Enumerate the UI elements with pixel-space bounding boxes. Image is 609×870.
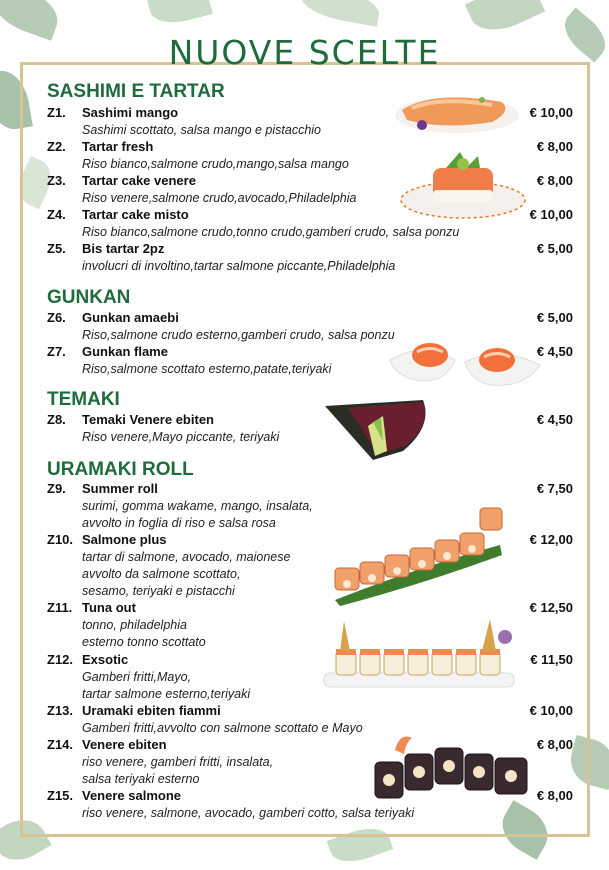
gunkan-photo — [385, 330, 545, 395]
item-description: Riso bianco,salmone crudo,mango,salsa mango — [82, 157, 349, 171]
item-description: salsa teriyaki esterno — [82, 772, 200, 786]
item-description: Sashimi scottato, salsa mango e pistacchio — [82, 123, 322, 137]
item-price: € 10,00 — [529, 207, 573, 222]
item-price: € 11,50 — [530, 652, 573, 667]
leaf-decoration — [298, 0, 382, 27]
item-price: € 4,50 — [536, 412, 573, 427]
item-description: Gamberi fritti,avvolto con salmone scottato e Mayo — [82, 721, 363, 735]
uramaki-salmone-photo — [330, 500, 505, 608]
item-price: € 8,00 — [536, 737, 573, 752]
item-description: Riso,salmone crudo esterno,gamberi crudo, salsa ponzu — [82, 328, 395, 342]
item-name: Tuna out — [82, 600, 136, 615]
item-price: € 8,00 — [536, 788, 573, 803]
item-description: tonno, philadelphia — [82, 618, 187, 632]
item-name: Salmone plus — [82, 532, 167, 547]
item-name: Tartar cake misto — [82, 207, 189, 222]
item-name: Venere ebiten — [82, 737, 167, 752]
item-price: € 4,50 — [536, 344, 573, 359]
item-description: esterno tonno scottato — [82, 635, 206, 649]
item-code: Z15. — [47, 788, 74, 803]
item-description: tartar di salmone, avocado, maionese — [82, 550, 291, 564]
item-code: Z8. — [47, 412, 66, 427]
item-code: Z1. — [47, 105, 66, 120]
item-name: Tartar fresh — [82, 139, 154, 154]
temaki-photo — [323, 396, 435, 462]
item-code: Z5. — [47, 241, 66, 256]
sashimi-mango-photo — [392, 80, 522, 138]
item-code: Z2. — [47, 139, 66, 154]
item-name: Exsotic — [82, 652, 129, 667]
leaf-decoration — [147, 0, 213, 29]
item-description: Riso bianco,salmone crudo,tonno crudo,gamberi crudo, salsa ponzu — [82, 225, 460, 239]
item-description: Gamberi fritti,Mayo, — [82, 670, 192, 684]
section-title-sashimi: SASHIMI E TARTAR — [47, 81, 225, 102]
item-name: Temaki Venere ebiten — [82, 412, 214, 427]
item-description: tartar salmone esterno,teriyaki — [82, 687, 251, 701]
item-description: surimi, gomma wakame, mango, insalata, — [82, 499, 313, 513]
item-code: Z13. — [47, 703, 74, 718]
item-description: sesamo, teriyaki e pistacchi — [82, 584, 235, 598]
item-price: € 7,50 — [536, 481, 573, 496]
tartar-cake-photo — [398, 150, 528, 222]
item-name: Tartar cake venere — [82, 173, 196, 188]
item-code: Z12. — [47, 652, 74, 667]
item-name: Uramaki ebiten fiammi — [82, 703, 221, 718]
item-name: Summer roll — [82, 481, 158, 496]
item-price: € 12,00 — [529, 532, 573, 547]
item-price: € 5,00 — [536, 310, 573, 325]
item-description: Riso venere,salmone crudo,avocado,Philadelphia — [82, 191, 357, 205]
item-description: riso venere, gamberi fritti, insalata, — [82, 755, 274, 769]
venere-ebiten-photo — [370, 730, 535, 805]
item-description: riso venere, salmone, avocado, gamberi cotto, salsa teriyaki — [82, 806, 415, 820]
item-code: Z11. — [47, 600, 73, 615]
item-price: € 8,00 — [536, 139, 573, 154]
item-price: € 10,00 — [529, 703, 573, 718]
item-price: € 12,50 — [529, 600, 573, 615]
item-description: Riso venere,Mayo piccante, teriyaki — [82, 430, 280, 444]
item-description: avvolto da salmone scottato, — [82, 567, 241, 581]
item-description: involucri di involtino,tartar salmone piccante,Philadelphia — [82, 259, 396, 273]
item-code: Z3. — [47, 173, 66, 188]
item-code: Z10. — [47, 532, 74, 547]
item-code: Z4. — [47, 207, 66, 222]
section-title-gunkan: GUNKAN — [47, 287, 131, 308]
item-price: € 8,00 — [536, 173, 573, 188]
item-code: Z7. — [47, 344, 66, 359]
uramaki-exotic-photo — [322, 615, 517, 695]
page-title: NUOVE SCELTE — [168, 33, 441, 72]
item-name: Sashimi mango — [82, 105, 179, 120]
item-code: Z14. — [47, 737, 74, 752]
item-code: Z9. — [47, 481, 66, 496]
item-name: Gunkan amaebi — [82, 310, 179, 325]
item-price: € 10,00 — [529, 105, 573, 120]
section-title-uramaki: URAMAKI ROLL — [47, 459, 194, 480]
item-price: € 5,00 — [536, 241, 573, 256]
item-description: avvolto in foglia di riso e salsa rosa — [82, 516, 276, 530]
item-description: Riso,salmone scottato esterno,patate,teriyaki — [82, 362, 332, 376]
section-title-temaki: TEMAKI — [47, 389, 120, 410]
item-name: Gunkan flame — [82, 344, 168, 359]
item-name: Bis tartar 2pz — [82, 241, 165, 256]
item-name: Venere salmone — [82, 788, 181, 803]
item-code: Z6. — [47, 310, 66, 325]
